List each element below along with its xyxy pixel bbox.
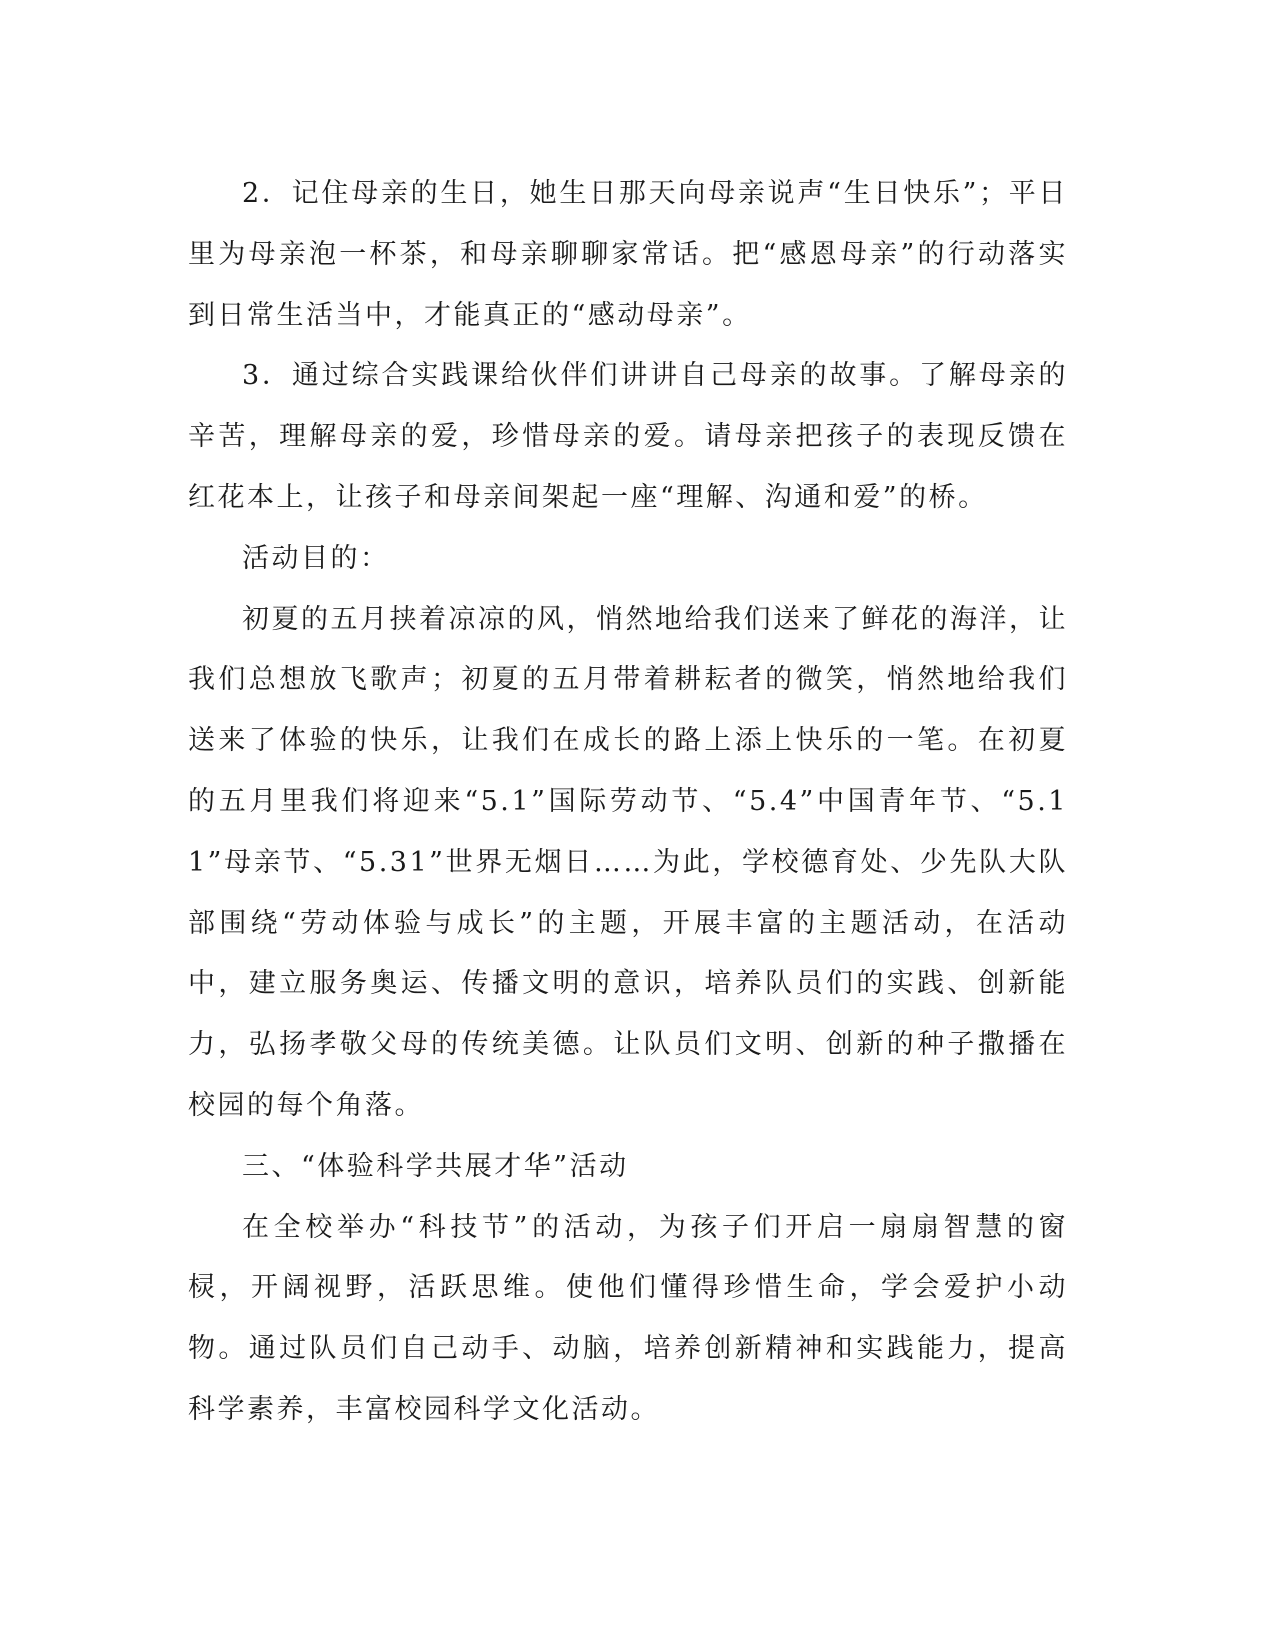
paragraph-science-festival: 在全校举办“科技节”的活动，为孩子们开启一扇扇智慧的窗棂，开阔视野，活跃思维。使他们懂得珍惜生命，学会爱护小动物。通过队员们自己动手、动脑，培养创新精神和实践能力，提高科学素养，丰富校园科学文化活动。	[188, 1211, 1068, 1425]
paragraph-early-summer: 初夏的五月挟着凉凉的风，悄然地给我们送来了鲜花的海洋，让我们总想放飞歌声；初夏的五月带着耕耘者的微笑，悄然地给我们送来了体验的快乐，让我们在成长的路上添上快乐的一笔。在初夏的五月里我们将迎来“5.1”国际劳动节、“5.4”中国青年节、“5.11”母亲节、“5.31”世界无烟日……为此，学校德育处、少先队大队部围绕“劳动体验与成长”的主题，开展丰富的主题活动，在活动中，建立服务奥运、传播文明的意识，培养队员们的实践、创新能力，弘扬孝敬父母的传统美德。让队员们文明、创新的种子撒播在校园的每个角落。	[188, 603, 1068, 1121]
heading-activity-purpose: 活动目的：	[242, 542, 390, 574]
heading-science-activity: 三、“体验科学共展才华”活动	[242, 1150, 629, 1182]
paragraph-mother-story: 3．通过综合实践课给伙伴们讲讲自己母亲的故事。了解母亲的辛苦，理解母亲的爱，珍惜母亲的爱。请母亲把孩子的表现反馈在红花本上，让孩子和母亲间架起一座“理解、沟通和爱”的桥。	[188, 360, 1068, 513]
document-body	[188, 164, 1068, 1441]
paragraph-remember-birthday: 2．记住母亲的生日，她生日那天向母亲说声“生日快乐”；平日里为母亲泡一杯茶，和母亲聊聊家常话。把“感恩母亲”的行动落实到日常生活当中，才能真正的“感动母亲”。	[188, 178, 1068, 331]
